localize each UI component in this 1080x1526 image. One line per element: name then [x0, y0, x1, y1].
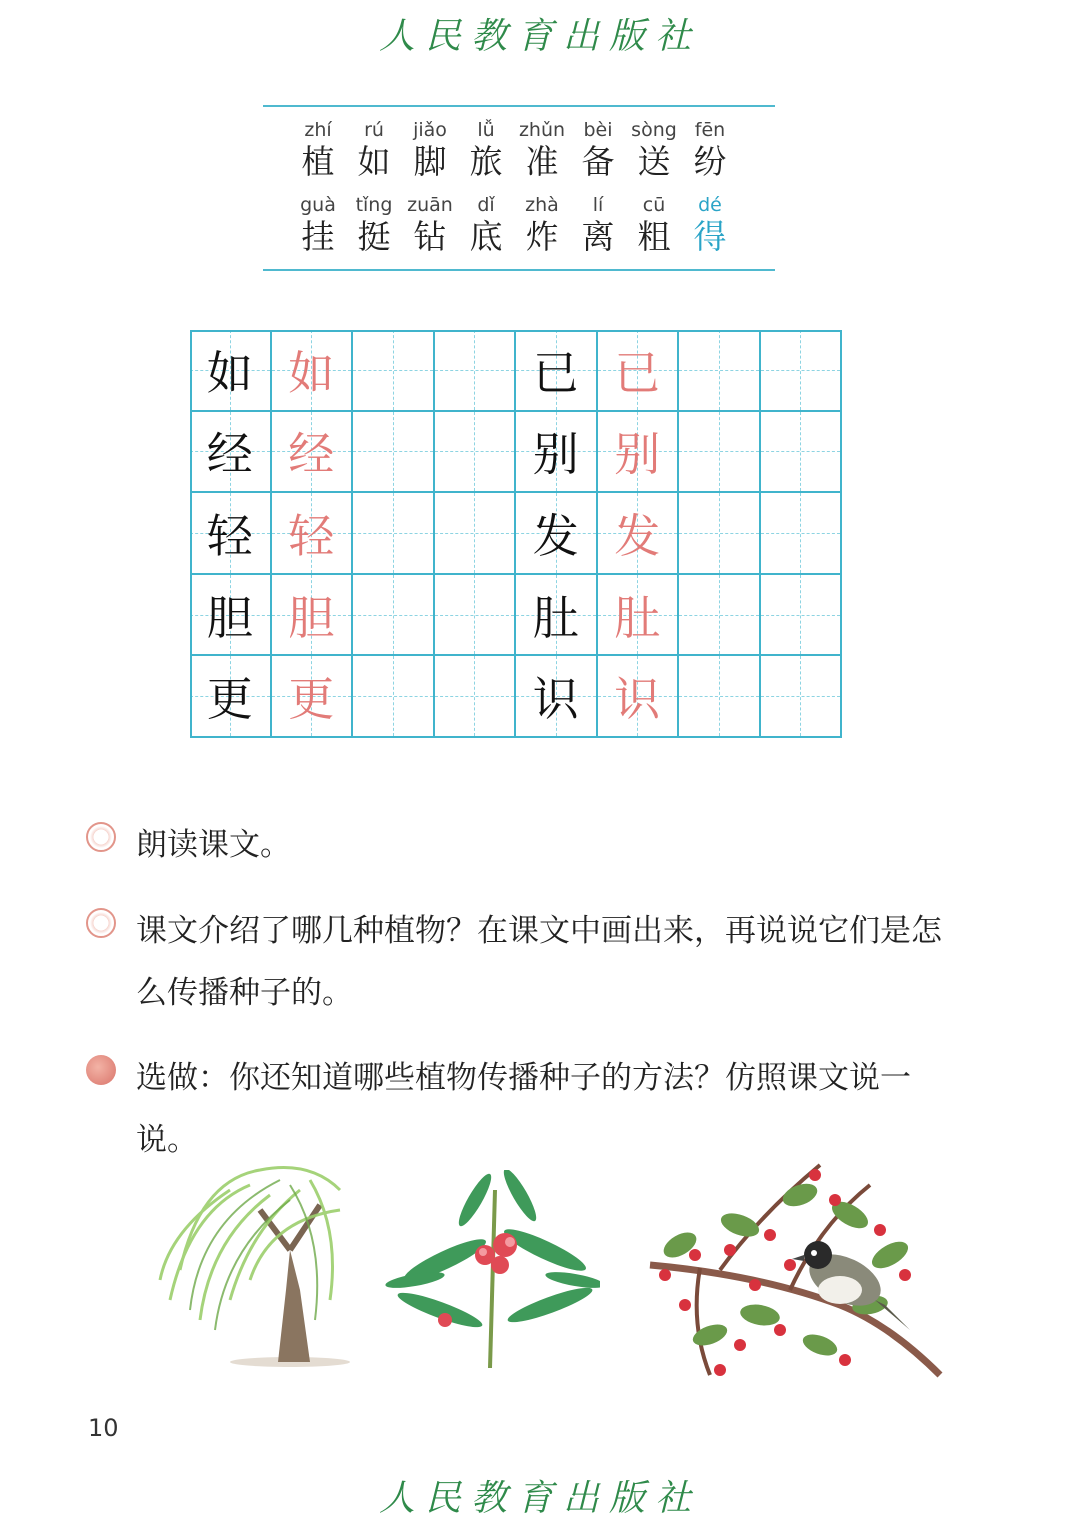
model-char-cell	[516, 656, 598, 738]
trace-char-cell	[598, 412, 680, 494]
practice-cell	[679, 575, 761, 657]
pinyin: dǐ	[477, 194, 495, 216]
practice-cell	[353, 493, 435, 575]
model-char: 胆	[206, 590, 253, 645]
hanzi: 纷	[693, 142, 727, 181]
vocab-item	[570, 193, 626, 257]
pinyin: sòng	[631, 119, 677, 141]
pinyin: tǐng	[355, 194, 393, 216]
trace-char-cell	[272, 575, 354, 657]
vocab-item	[458, 193, 514, 257]
model-char: 经	[206, 427, 253, 482]
practice-cell	[761, 330, 843, 412]
hanzi: 备	[581, 142, 615, 181]
hanzi: 底	[469, 217, 503, 256]
practice-cell	[353, 330, 435, 412]
vocab-item	[402, 193, 458, 257]
hanzi: 旅	[469, 142, 503, 181]
pinyin: fēn	[694, 119, 726, 141]
writing-grid-right	[516, 330, 842, 738]
model-char-cell	[190, 575, 272, 657]
vocab-item	[682, 118, 738, 182]
trace-char-cell	[272, 493, 354, 575]
vocab-item	[402, 118, 458, 182]
trace-char: 发	[614, 508, 661, 563]
vocab-item	[514, 118, 570, 182]
model-char-cell	[516, 493, 598, 575]
pinyin: zhǔn	[518, 119, 566, 141]
flowering-plant-illustration	[385, 1170, 600, 1370]
vocab-item	[346, 118, 402, 182]
model-char-cell	[516, 412, 598, 494]
practice-cell	[679, 656, 761, 738]
trace-char: 如	[288, 345, 335, 400]
model-char: 如	[206, 345, 253, 400]
pinyin: zhí	[304, 119, 332, 141]
trace-char: 经	[288, 427, 335, 482]
hanzi: 植	[301, 142, 335, 181]
practice-cell	[679, 330, 761, 412]
trace-char-cell	[598, 330, 680, 412]
practice-cell	[435, 412, 517, 494]
exercise-text: 课文介绍了哪几种植物？在课文中画出来，再说说它们是怎么传播种子的。	[136, 913, 942, 1011]
hanzi: 脚	[413, 142, 447, 181]
practice-cell	[761, 575, 843, 657]
solid-bullet-icon	[86, 1055, 116, 1085]
hanzi: 如	[357, 142, 391, 181]
practice-cell	[679, 412, 761, 494]
trace-char-cell	[272, 330, 354, 412]
vocab-item	[570, 118, 626, 182]
trace-char: 更	[288, 672, 335, 727]
vocab-item	[626, 193, 682, 257]
trace-char: 已	[614, 345, 661, 400]
writing-grid-left	[190, 330, 516, 738]
practice-cell	[761, 412, 843, 494]
pinyin: lǚ	[477, 119, 495, 141]
trace-char: 轻	[288, 508, 335, 563]
writing-grid	[190, 330, 842, 738]
trace-char-cell	[272, 656, 354, 738]
practice-cell	[353, 575, 435, 657]
practice-cell	[761, 656, 843, 738]
vocab-top-rule	[263, 105, 775, 107]
model-char-cell	[190, 493, 272, 575]
trace-char: 胆	[288, 590, 335, 645]
hanzi: 挺	[357, 217, 391, 256]
model-char: 发	[532, 508, 579, 563]
model-char: 更	[206, 672, 253, 727]
hanzi: 得	[693, 217, 727, 256]
pinyin: bèi	[583, 119, 613, 141]
hanzi: 炸	[525, 217, 559, 256]
vocab-item	[346, 193, 402, 257]
model-char-cell	[516, 575, 598, 657]
trace-char: 肚	[614, 590, 661, 645]
vocab-row-2	[290, 193, 760, 257]
model-char: 轻	[206, 508, 253, 563]
exercise-2	[86, 900, 986, 1024]
model-char: 识	[532, 672, 579, 727]
vocab-bottom-rule	[263, 269, 775, 271]
vocab-item-highlighted	[682, 193, 738, 257]
pinyin: guà	[300, 194, 336, 216]
trace-char: 别	[614, 427, 661, 482]
practice-cell	[353, 412, 435, 494]
model-char: 肚	[532, 590, 579, 645]
practice-cell	[435, 330, 517, 412]
model-char-cell	[190, 656, 272, 738]
trace-char-cell	[598, 656, 680, 738]
model-char-cell	[190, 330, 272, 412]
exercise-1	[86, 814, 986, 876]
exercise-text: 选做：你还知道哪些植物传播种子的方法？仿照课文说一说。	[136, 1060, 911, 1158]
hanzi: 送	[637, 142, 671, 181]
practice-cell	[761, 493, 843, 575]
vocab-item	[458, 118, 514, 182]
pinyin: rú	[364, 119, 384, 141]
practice-cell	[435, 575, 517, 657]
vocab-item	[290, 118, 346, 182]
pinyin: zhà	[525, 194, 559, 216]
hanzi: 钻	[413, 217, 447, 256]
model-char-cell	[516, 330, 598, 412]
publisher-header: 人民教育出版社	[378, 16, 701, 57]
model-char: 别	[532, 427, 579, 482]
vocab-item	[514, 193, 570, 257]
trace-char-cell	[598, 575, 680, 657]
berry-branch-with-bird-illustration	[640, 1155, 950, 1385]
model-char-cell	[190, 412, 272, 494]
vocab-item	[626, 118, 682, 182]
practice-cell	[679, 493, 761, 575]
pinyin: zuān	[407, 194, 453, 216]
practice-cell	[435, 656, 517, 738]
vocab-row-1	[290, 118, 760, 182]
trace-char-cell	[272, 412, 354, 494]
model-char: 已	[532, 345, 579, 400]
pinyin: jiǎo	[413, 119, 447, 141]
hanzi: 离	[581, 217, 615, 256]
pinyin: lí	[592, 194, 604, 216]
vocab-item	[290, 193, 346, 257]
hanzi: 挂	[301, 217, 335, 256]
pinyin: dé	[698, 194, 722, 216]
hanzi: 准	[525, 142, 559, 181]
page-number: 10	[88, 1414, 119, 1442]
publisher-footer: 人民教育出版社	[378, 1478, 701, 1519]
exercise-text: 朗读课文。	[136, 827, 291, 863]
hanzi: 粗	[637, 217, 671, 256]
seal-bullet-icon	[86, 822, 116, 852]
practice-cell	[353, 656, 435, 738]
trace-char: 识	[614, 672, 661, 727]
willow-tree-illustration	[140, 1150, 360, 1370]
seal-bullet-icon	[86, 908, 116, 938]
pinyin: cū	[642, 194, 666, 216]
practice-cell	[435, 493, 517, 575]
trace-char-cell	[598, 493, 680, 575]
